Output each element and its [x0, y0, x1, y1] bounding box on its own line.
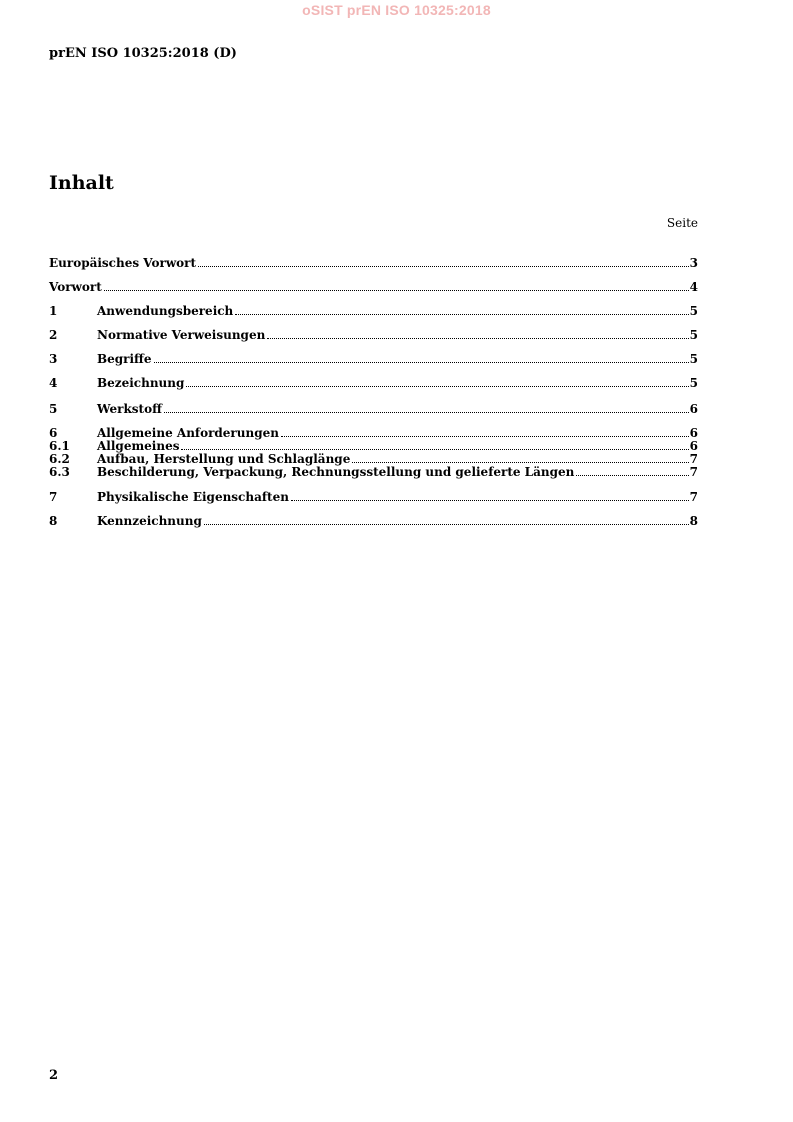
toc-leader-dots [267, 338, 688, 339]
toc-entry-page: 5 [689, 304, 698, 318]
toc-leader-dots [204, 524, 689, 525]
watermark: oSIST prEN ISO 10325:2018 [302, 2, 491, 18]
toc-entry[interactable] [49, 281, 698, 293]
toc-entry-page: 4 [689, 280, 698, 294]
toc-entry-page: 5 [689, 352, 698, 366]
toc-entry-page: 3 [689, 256, 698, 270]
page-number: 2 [49, 1068, 59, 1083]
toc-entry[interactable] [49, 305, 698, 317]
toc-entry-page: 7 [689, 490, 698, 504]
toc-entry-number: 5 [49, 402, 58, 416]
toc-entry-page: 6 [689, 426, 698, 440]
toc-entry-number: 6.2 [49, 452, 70, 466]
toc-entry-page: 6 [689, 439, 698, 453]
toc-entry-number: 7 [49, 490, 58, 504]
toc-entry-title: Werkstoff [97, 402, 162, 416]
toc-entry-page: 5 [689, 376, 698, 390]
toc-entry[interactable] [49, 453, 698, 465]
toc-leader-dots [154, 362, 689, 363]
toc-leader-dots [186, 386, 688, 387]
toc-entry-title: Beschilderung, Verpackung, Rechnungsstellung und gelieferte Längen [97, 465, 575, 479]
toc-entry-number: 2 [49, 328, 58, 342]
toc-entry[interactable] [49, 491, 698, 503]
toc-entry[interactable] [49, 427, 698, 439]
toc-entry[interactable] [49, 377, 698, 389]
toc-entry[interactable] [49, 257, 698, 269]
toc-entry-number: 1 [49, 304, 58, 318]
toc-entry-title: Normative Verweisungen [97, 328, 266, 342]
toc-entry[interactable] [49, 440, 698, 452]
toc-leader-dots [164, 412, 689, 413]
toc-leader-dots [352, 462, 688, 463]
toc-leader-dots [576, 475, 688, 476]
toc-entry-title: Aufbau, Herstellung und Schlaglänge [97, 452, 351, 466]
toc-leader-dots [104, 290, 689, 291]
toc-page-column-label: Seite [666, 216, 698, 230]
toc-entry-title: Europäisches Vorwort [49, 256, 197, 270]
toc-entry-title: Begriffe [97, 352, 152, 366]
toc-entry-number: 6 [49, 426, 58, 440]
toc-entry-title: Allgemeines [97, 439, 180, 453]
toc-entry-title: Vorwort [49, 280, 102, 294]
toc-entry-number: 6.1 [49, 439, 70, 453]
toc-entry-number: 3 [49, 352, 58, 366]
toc-heading: Inhalt [49, 172, 114, 194]
toc-entry-number: 8 [49, 514, 58, 528]
toc-entry[interactable] [49, 353, 698, 365]
toc-entry[interactable] [49, 515, 698, 527]
toc-entry-title: Anwendungsbereich [97, 304, 234, 318]
toc-entry-page: 7 [689, 465, 698, 479]
toc-entry-page: 6 [689, 402, 698, 416]
document-id-header: prEN ISO 10325:2018 (D) [49, 46, 237, 61]
toc-entry-page: 8 [689, 514, 698, 528]
toc-entry-title: Bezeichnung [97, 376, 185, 390]
toc-entry-number: 4 [49, 376, 58, 390]
toc-entry-title: Allgemeine Anforderungen [97, 426, 279, 440]
toc-leader-dots [181, 449, 688, 450]
toc-leader-dots [198, 266, 689, 267]
toc-entry[interactable] [49, 329, 698, 341]
toc-entry-page: 7 [689, 452, 698, 466]
toc-entry[interactable] [49, 403, 698, 415]
toc-entry[interactable] [49, 466, 698, 478]
toc-entry-number: 6.3 [49, 465, 70, 479]
toc-entry-title: Physikalische Eigenschaften [97, 490, 289, 504]
toc-leader-dots [235, 314, 688, 315]
toc-entry-title: Kennzeichnung [97, 514, 202, 528]
toc-leader-dots [281, 436, 689, 437]
toc-entry-page: 5 [689, 328, 698, 342]
toc-leader-dots [291, 500, 689, 501]
